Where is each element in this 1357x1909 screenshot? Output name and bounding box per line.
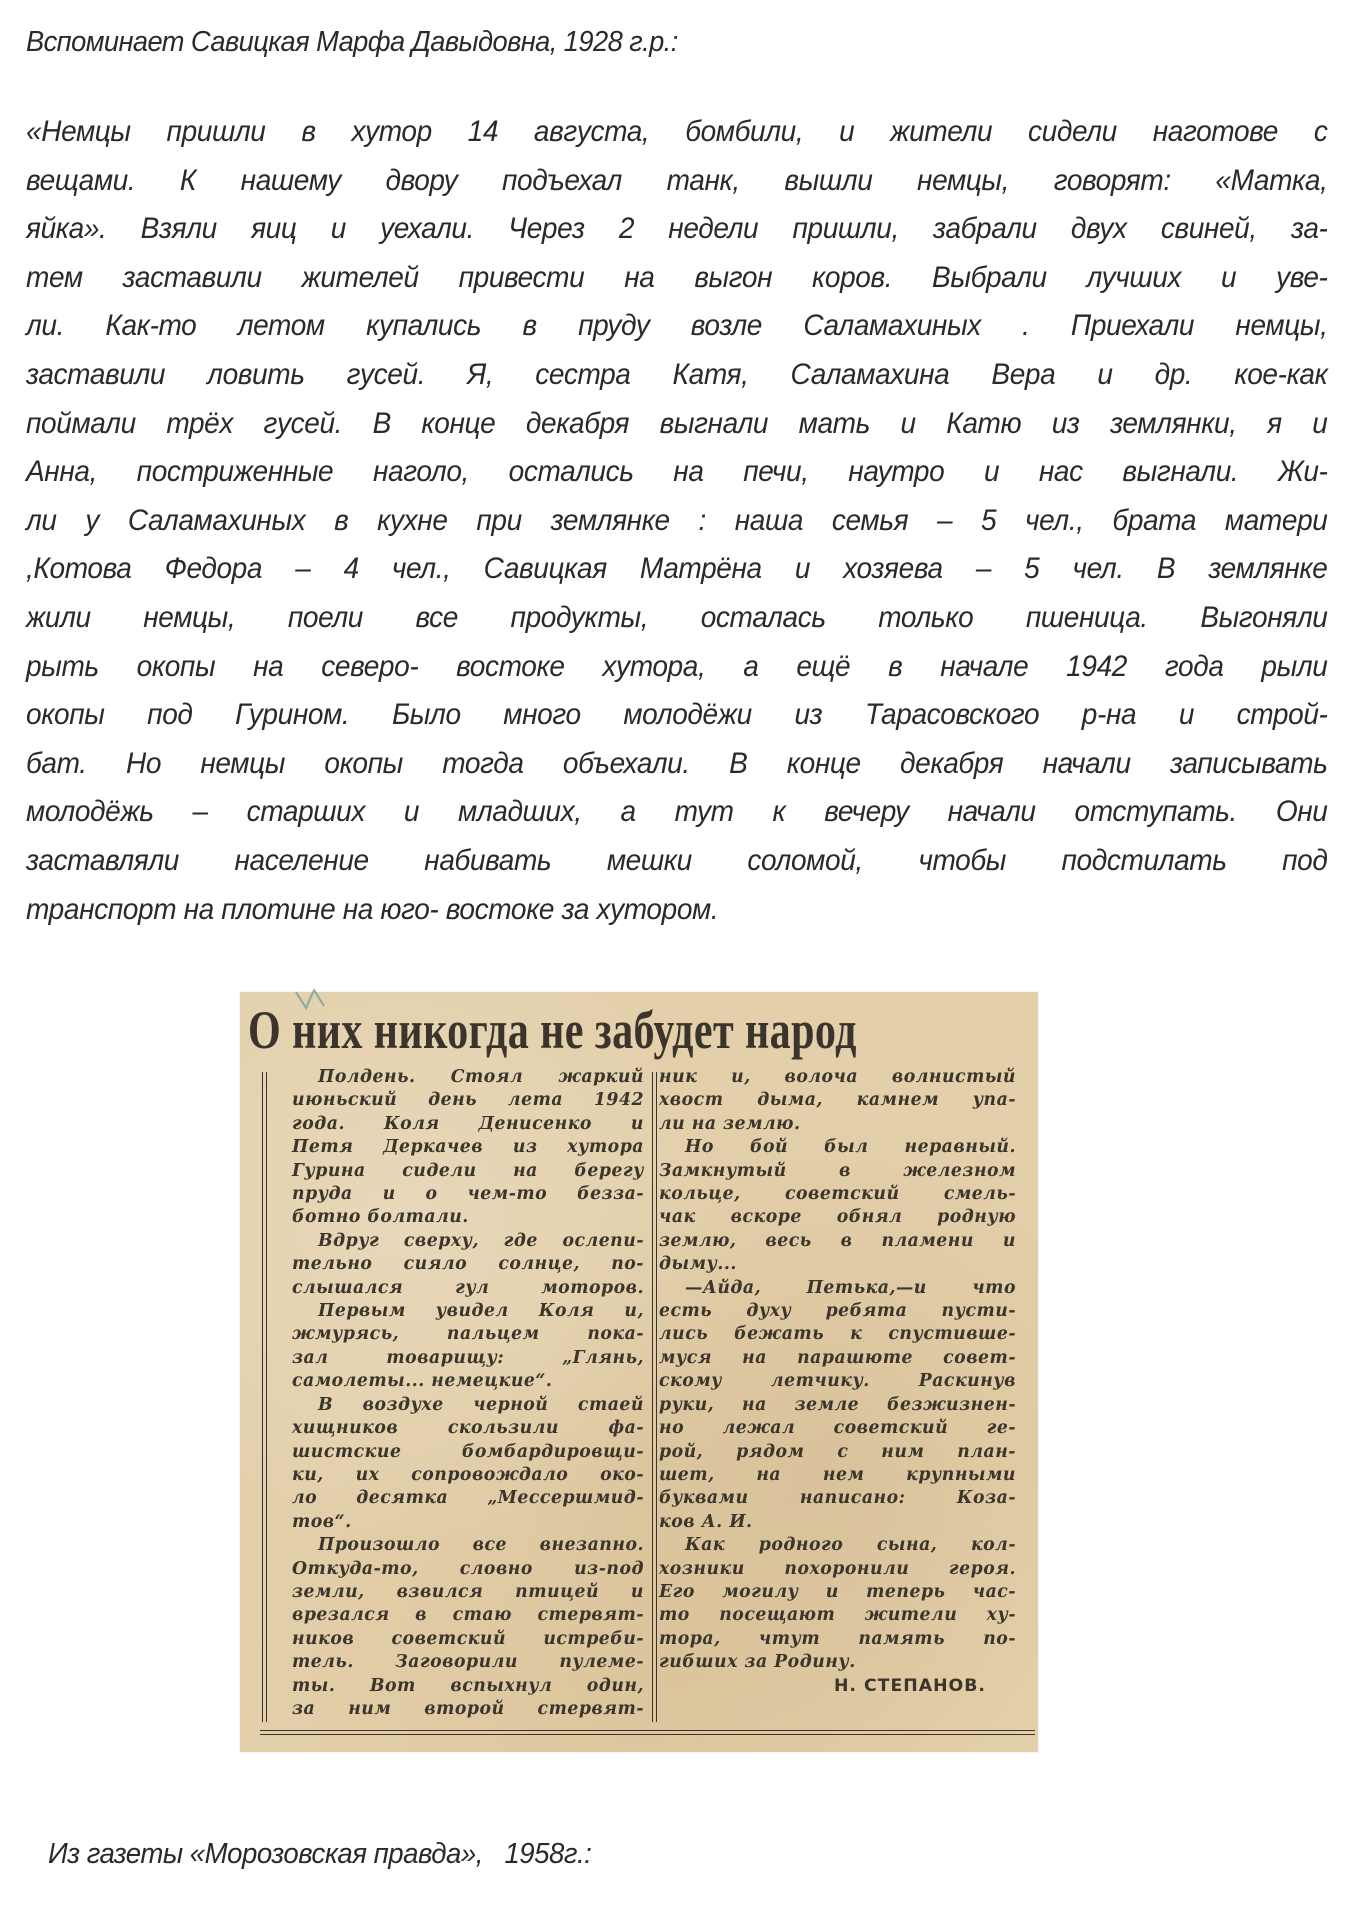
clipping-line: шистские бомбардировщи-	[292, 1441, 644, 1462]
clipping-line: лись бежать к спустивше-	[659, 1324, 1016, 1345]
memoir-line: ли у Саламахиных в кухне при землянке : наша семья – 5 чел., брата матери	[26, 503, 1328, 537]
memoir-heading: Вспоминает Савицкая Марфа Давыдовна, 1928 г.р.:	[26, 26, 678, 58]
clipping-line: Произошло все внезапно.	[318, 1535, 644, 1556]
clipping-line: пруда и о чем-то безза-	[292, 1184, 644, 1205]
clipping-line: Петя Деркачев из хутора	[292, 1137, 644, 1158]
clipping-line: тора, чтут память по-	[659, 1628, 1016, 1649]
clipping-line: хозники похоронили героя.	[659, 1558, 1016, 1579]
clipping-line: рой, рядом с ним план-	[659, 1441, 1016, 1462]
clipping-line: ли на землю.	[659, 1113, 801, 1134]
memoir-line: яйка». Взяли яиц и уехали. Через 2 недели пришли, забрали двух свиней, за-	[26, 212, 1328, 246]
clipping-line: Вдруг сверху, где ослепи-	[318, 1230, 644, 1251]
memoir-line: заставляли население набивать мешки соломой, чтобы подстилать под	[26, 843, 1328, 877]
clipping-line: ников советский истреби-	[292, 1628, 644, 1649]
clipping-line: гибших за Родину.	[659, 1652, 856, 1673]
clipping-line: шет, на нем крупными	[659, 1464, 1016, 1485]
column-divider-inner	[656, 1072, 657, 1722]
clipping-line: земли, взвился птицей и	[292, 1581, 644, 1602]
clipping-line: Первым увидел Коля и,	[318, 1301, 644, 1322]
clipping-line: чак вскоре обнял родную	[659, 1207, 1016, 1228]
memoir-line: молодёжь – старших и младших, а тут к вечеру начали отступать. Они	[26, 795, 1328, 829]
clipping-line: Замкнутый в железном	[659, 1160, 1016, 1181]
clipping-line: буквами написано: Коза-	[659, 1488, 1016, 1509]
memoir-line: ли. Как-то летом купались в пруду возле Саламахиных . Приехали немцы,	[26, 309, 1328, 343]
frame-rule-left-inner	[266, 1072, 267, 1722]
clipping-line: В воздухе черной стаей	[318, 1394, 644, 1415]
newspaper-clipping	[240, 992, 1038, 1752]
memoir-line: Анна, постриженные наголо, остались на печи, наутро и нас выгнали. Жи-	[26, 455, 1328, 489]
memoir-text	[26, 108, 1328, 934]
clipping-line: руки, на земле безжизнен-	[659, 1394, 1016, 1415]
frame-rule-bottom	[260, 1730, 1035, 1731]
clipping-headline: О них никогда не забудет народ	[248, 1000, 857, 1060]
clipping-column-left	[292, 1066, 644, 1721]
clipping-line: муся на парашюте совет-	[659, 1347, 1016, 1368]
memoir-line: тем заставили жителей привести на выгон коров. Выбрали лучших и уве-	[26, 260, 1328, 294]
clipping-line: ник и, волоча волнистый	[659, 1067, 1016, 1087]
clipping-line: ты. Вот вспыхнул один,	[292, 1675, 644, 1696]
clipping-line: зал товарищу: „Глянь,	[292, 1347, 644, 1368]
clipping-line: тель. Заговорили пулеме-	[292, 1652, 644, 1673]
clipping-line: июньский день лета 1942	[292, 1090, 644, 1111]
clipping-line: то посещают жители ху-	[659, 1605, 1016, 1626]
clipping-line: Но бой был неравный.	[685, 1137, 1016, 1158]
memoir-line: бат. Но немцы окопы тогда объехали. В конце декабря начали записывать	[26, 746, 1328, 780]
frame-rule-bottom-inner	[260, 1734, 1035, 1735]
clipping-line: жмурясь, пальцем пока-	[292, 1324, 644, 1345]
memoir-line: вещами. К нашему двору подъехал танк, вышли немцы, говорят: «Матка,	[26, 163, 1328, 197]
clipping-line: врезался в стаю стервят-	[292, 1605, 644, 1626]
clipping-line: ботно болтали.	[292, 1207, 469, 1228]
clipping-line: землю, весь в пламени и	[659, 1230, 1016, 1251]
memoir-line: рыть окопы на северо- востоке хутора, а ещё в начале 1942 года рыли	[26, 649, 1328, 683]
clipping-line: за ним второй стервят-	[292, 1698, 644, 1719]
clipping-line: года. Коля Денисенко и	[292, 1113, 644, 1134]
clipping-byline: Н. СТЕПАНОВ.	[833, 1675, 986, 1696]
clipping-line: Гурина сидели на берегу	[292, 1160, 644, 1181]
clipping-line: дыму...	[659, 1254, 737, 1275]
source-caption: Из газеты «Морозовская правда», 1958г.:	[48, 1838, 592, 1870]
clipping-column-right	[659, 1066, 1016, 1698]
clipping-line: кольце, советский смель-	[659, 1184, 1016, 1205]
clipping-line: ки, их сопровождало око-	[292, 1464, 644, 1485]
clipping-line: —Айда, Петька,—и что	[685, 1277, 1016, 1298]
memoir-line: жили немцы, поели все продукты, осталась только пшеница. Выгоняли	[26, 600, 1328, 634]
memoir-line: транспорт на плотине на юго- востоке за хутором.	[26, 892, 719, 926]
clipping-line: тельно сияло солнце, по-	[292, 1254, 644, 1275]
frame-rule-left	[262, 1072, 263, 1722]
clipping-line: скому летчику. Раскинув	[659, 1371, 1016, 1392]
memoir-line: ,Котова Федора – 4 чел., Савицкая Матрёна и хозяева – 5 чел. В землянке	[26, 552, 1328, 586]
memoir-line: окопы под Гурином. Было много молодёжи из Тарасовского р-на и строй-	[26, 698, 1328, 732]
clipping-line: хвост дыма, камнем упа-	[659, 1090, 1016, 1111]
clipping-line: Как родного сына, кол-	[685, 1535, 1016, 1556]
clipping-line: Полдень. Стоял жаркий	[318, 1067, 644, 1087]
clipping-line: но лежал советский ге-	[659, 1418, 1016, 1439]
memoir-line: заставили ловить гусей. Я, сестра Катя, Саламахина Вера и др. кое-как	[26, 357, 1328, 391]
clipping-line: слышался гул моторов.	[292, 1277, 644, 1298]
clipping-line: ло десятка „Мессершмид-	[292, 1488, 644, 1509]
clipping-line: тов“.	[292, 1511, 352, 1532]
memoir-line: «Немцы пришли в хутор 14 августа, бомбили, и жители сидели наготове с	[26, 115, 1328, 148]
clipping-line: Откуда-то, словно из-под	[292, 1558, 644, 1579]
clipping-line: самолеты... немецкие“.	[292, 1371, 553, 1392]
clipping-line: есть духу ребята пусти-	[659, 1301, 1016, 1322]
memoir-line: поймали трёх гусей. В конце декабря выгнали мать и Катю из землянки, я и	[26, 406, 1328, 440]
clipping-line: хищников скользили фа-	[292, 1418, 644, 1439]
clipping-line: ков А. И.	[659, 1511, 753, 1532]
column-divider	[652, 1072, 653, 1722]
clipping-line: Его могилу и теперь час-	[659, 1581, 1016, 1602]
